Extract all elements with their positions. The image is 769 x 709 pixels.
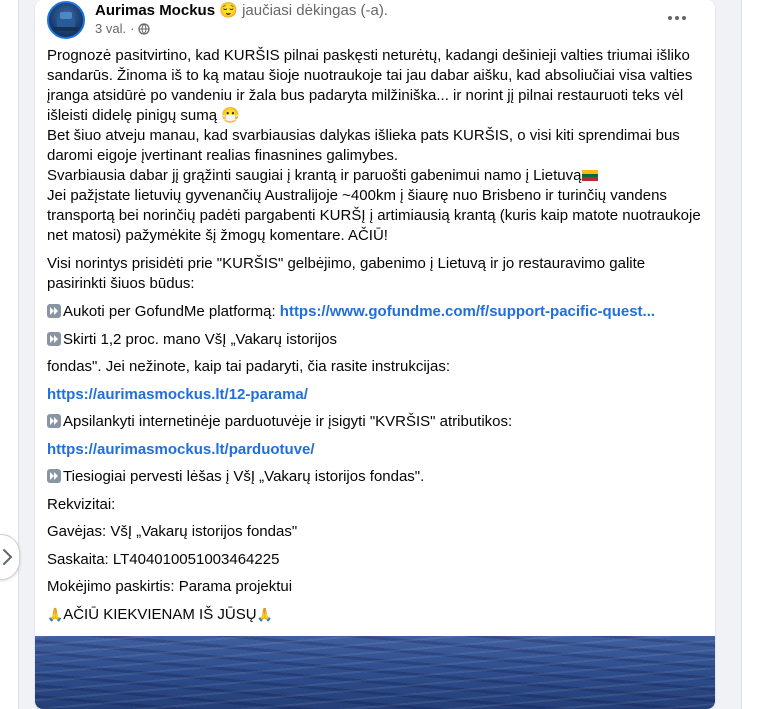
rekvizitai-label: Rekvizitai: bbox=[47, 495, 116, 513]
option-shop-link-row bbox=[47, 440, 705, 460]
paragraph-3-text: Svarbiausia dabar jį grąžinti saugiai į krantą ir paruošti gabenimui namo į Lietuvą bbox=[47, 167, 582, 184]
fast-forward-icon bbox=[47, 469, 61, 483]
gofundme-link[interactable]: https://www.gofundme.com/f/support-pacific-quest... bbox=[279, 303, 656, 320]
paragraph-2: Bet šiuo atveju manau, kad svarbiausias dalykas išlieka pats KURŠIS, o visi kiti sprendimai bus daromi eigoje įvertinant realias finasnines galimybes. bbox=[47, 127, 680, 164]
fast-forward-icon bbox=[47, 332, 61, 346]
recipient: Gavėjas: VšĮ „Vakarų istorijos fondas" bbox=[47, 523, 298, 540]
more-icon bbox=[668, 16, 686, 20]
option-shop bbox=[47, 412, 705, 432]
globe-icon bbox=[138, 23, 150, 35]
option-tax-link-row bbox=[47, 385, 705, 405]
mask-emoji-icon: 😷 bbox=[221, 107, 240, 124]
pray-icon: 🙏 bbox=[256, 606, 273, 622]
more-options-button[interactable] bbox=[659, 8, 695, 28]
paragraph-1 bbox=[47, 46, 705, 126]
intro-paragraph: Visi norintys prisidėti prie "KURŠIS" gelbėjimo, gabenimo į Lietuvą ir jo restauravimo galite pasirinkti šiuos būdus: bbox=[47, 255, 646, 292]
fast-forward-icon bbox=[47, 304, 61, 318]
option-gofundme bbox=[47, 302, 705, 322]
author-name[interactable]: Aurimas Mockus bbox=[95, 2, 216, 19]
post-title-line bbox=[95, 1, 388, 19]
pray-icon: 🙏 bbox=[47, 606, 64, 622]
chevron-right-icon bbox=[1, 548, 13, 566]
shop-link[interactable]: https://aurimasmockus.lt/parduotuve/ bbox=[47, 440, 315, 458]
option-shop-text: Apsilankyti internetinėje parduotuvėje ir įsigyti "KVRŠIS" atributikos: bbox=[63, 413, 513, 430]
left-column bbox=[0, 0, 19, 709]
feeling-text: jaučiasi dėkingas (-a). bbox=[242, 2, 388, 19]
parama-link[interactable]: https://aurimasmockus.lt/12-parama/ bbox=[47, 385, 308, 403]
avatar-image bbox=[49, 3, 83, 37]
option-tax-1 bbox=[47, 330, 705, 350]
feeling-emoji: 😌 bbox=[219, 2, 238, 19]
fast-forward-icon bbox=[47, 414, 61, 428]
option-transfer-text: Tiesiogiai pervesti lėšas į VšĮ „Vakarų istorijos fondas". bbox=[63, 468, 425, 485]
lithuania-flag-icon bbox=[582, 170, 598, 181]
post-photo[interactable] bbox=[35, 636, 715, 709]
avatar[interactable] bbox=[47, 1, 85, 39]
scroll-right-button[interactable] bbox=[0, 534, 20, 580]
post-body bbox=[47, 46, 705, 625]
thanks-line bbox=[47, 605, 705, 625]
thanks-text: AČIŪ KIEKVIENAM IŠ JŪSŲ bbox=[63, 605, 257, 623]
meta-separator: · bbox=[130, 21, 135, 36]
option-tax-2: fondas". Jei nežinote, kaip tai padaryti, čia rasite instrukcijas: bbox=[47, 358, 451, 375]
paragraph-3 bbox=[47, 166, 705, 186]
payment-purpose: Mokėjimo paskirtis: Parama projektui bbox=[47, 578, 293, 595]
post-time[interactable]: 3 val. bbox=[95, 21, 127, 36]
right-column bbox=[741, 0, 769, 709]
feed-post bbox=[35, 0, 715, 709]
option-tax-text: Skirti 1,2 proc. mano VšĮ „Vakarų istorijos bbox=[63, 330, 337, 348]
option-gofundme-text: Aukoti per GofundMe platformą: bbox=[63, 303, 280, 320]
option-transfer bbox=[47, 467, 705, 487]
post-header bbox=[47, 0, 703, 44]
paragraph-4: Jei pažįstate lietuvių gyvenančių Australijoje ~400km į šiaurę nuo Brisbeno ir turinčių vandens transportą bei norinčių padėti pargabenti KURŠĮ į artimiausią krantą (kuris kaip matote nuotraukoje net matosi) pažymėkite šį žmogų komentare. AČIŪ! bbox=[47, 187, 701, 244]
account-number: Saskaita: LT404010051003464225 bbox=[47, 550, 280, 568]
post-meta bbox=[95, 21, 150, 36]
paragraph-1-text: Prognozė pasitvirtino, kad KURŠIS pilnai paskęsti neturėtų, kadangi dešinieji valties triumai išliko sandarūs. Žinoma iš to ką matau šioje nuotraukoje tai jau dabar aišku, kad absoliučiai visa valties įranga atsidūrė po vandeniu ir žala bus padaryta milžiniška... ir norint jį pilnai restauruoti teks vėl išleisti didelę pinigų sumą bbox=[47, 47, 693, 124]
